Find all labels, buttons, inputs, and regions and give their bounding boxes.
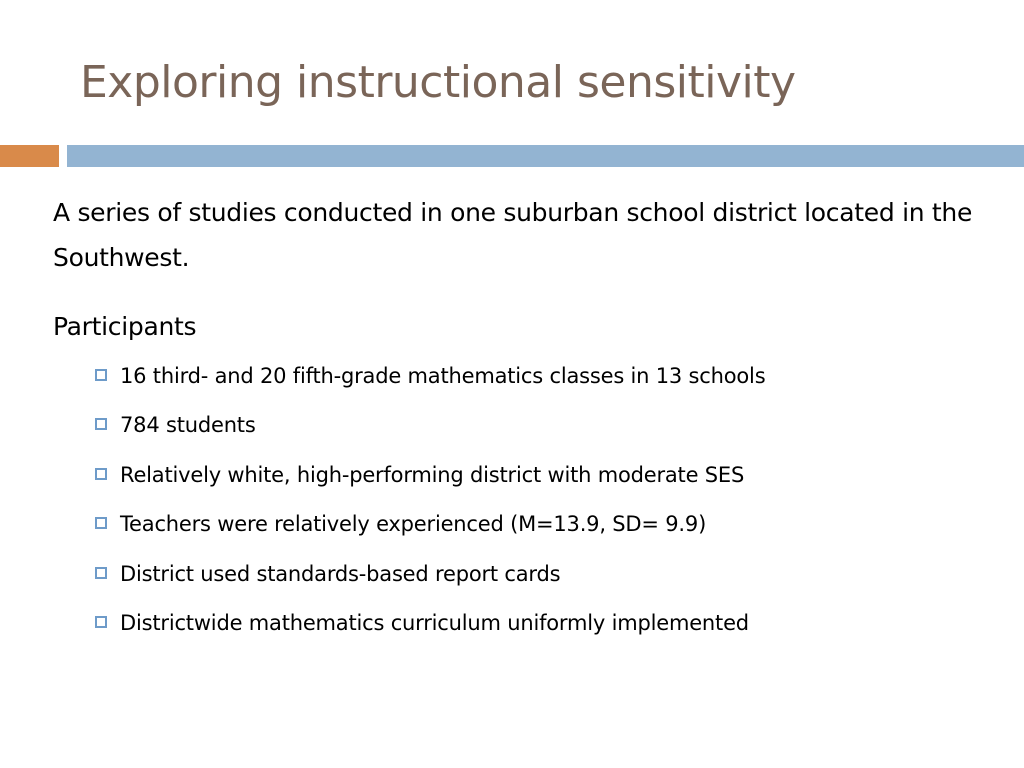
list-item: [95, 599, 1003, 649]
slide-body: [53, 190, 1003, 648]
accent-bar-blue: [67, 145, 1024, 167]
slide-title: Exploring instructional sensitivity: [80, 57, 796, 108]
bullet-list: [53, 351, 1003, 648]
list-item: [95, 500, 1003, 550]
square-bullet-icon: [95, 616, 107, 628]
square-bullet-icon: [95, 369, 107, 381]
list-item: [95, 450, 1003, 500]
list-item: [95, 351, 1003, 401]
bullet-text: Relatively white, high-performing district with moderate SES: [120, 462, 745, 487]
square-bullet-icon: [95, 468, 107, 480]
intro-text: A series of studies conducted in one suburban school district located in the Southwest.: [53, 198, 973, 272]
square-bullet-icon: [95, 517, 107, 529]
section-heading: Participants: [53, 312, 197, 341]
list-item: [95, 401, 1003, 451]
bullet-text: 16 third- and 20 fifth-grade mathematics classes in 13 schools: [120, 363, 766, 388]
bullet-text: Districtwide mathematics curriculum uniformly implemented: [120, 611, 749, 636]
square-bullet-icon: [95, 567, 107, 579]
bullet-text: Teachers were relatively experienced (M=13.9, SD= 9.9): [120, 512, 707, 537]
accent-bar-orange: [0, 145, 59, 167]
list-item: [95, 549, 1003, 599]
square-bullet-icon: [95, 418, 107, 430]
bullet-text: District used standards-based report cards: [120, 561, 561, 586]
bullet-text: 784 students: [120, 413, 256, 438]
